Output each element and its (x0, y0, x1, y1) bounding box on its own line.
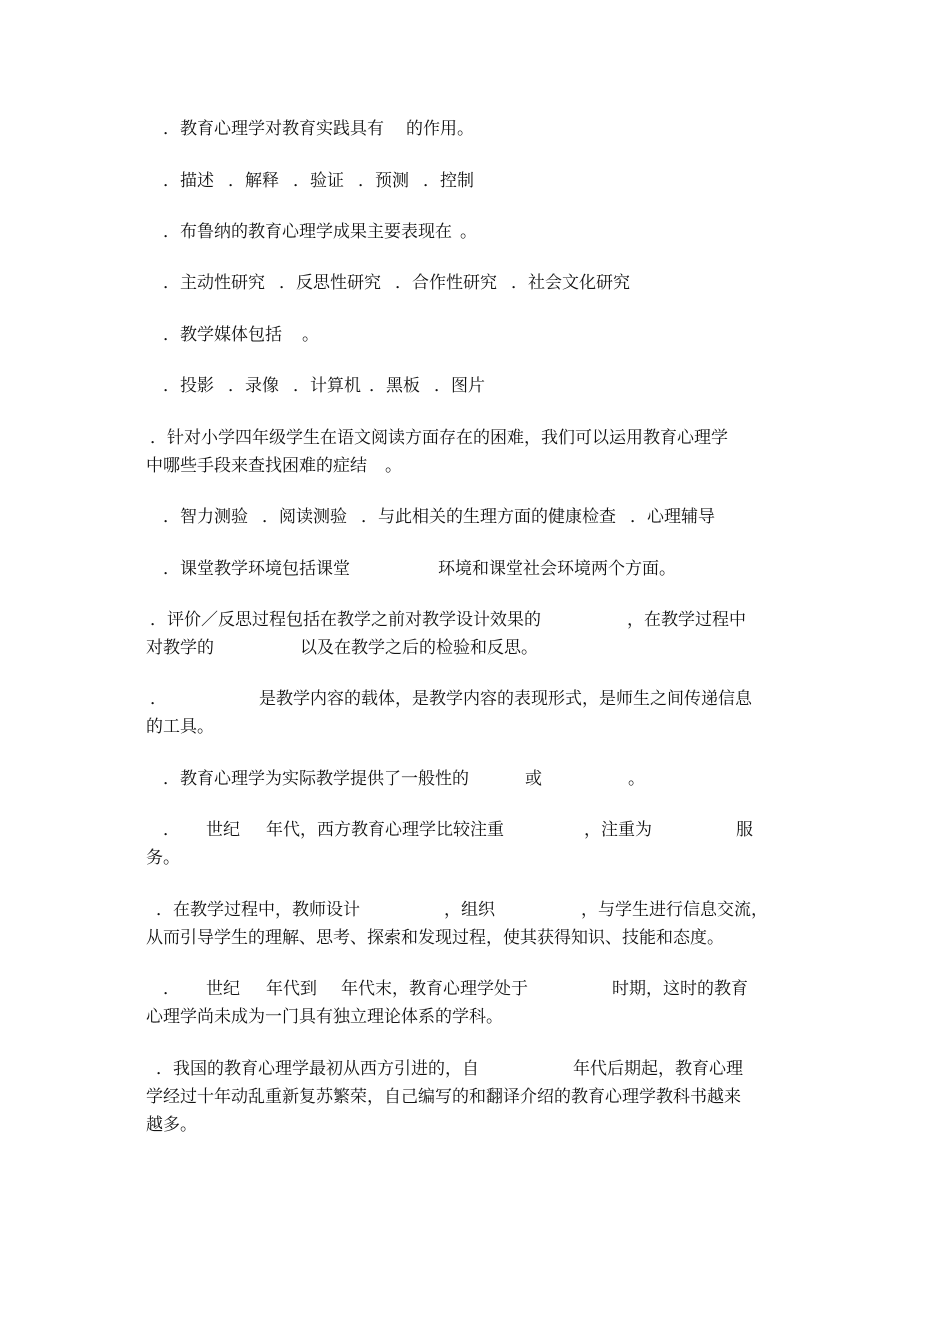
q10-line-2: 从而引导学生的理解、思考、探索和发现过程，使其获得知识、技能和态度。 (146, 928, 724, 948)
question-4-line-1 (146, 425, 806, 451)
q9-line-2: 务。 (146, 848, 180, 868)
q9-line-1-c: 年代，西方教育心理学比较注重 (266, 820, 504, 840)
q3-option-a: ．投影 (163, 376, 214, 396)
question-3-options (146, 373, 806, 399)
question-12-line-1 (146, 1056, 806, 1082)
question-6-line-1 (146, 607, 806, 633)
q2-option-d: ．社会文化研究 (511, 273, 630, 293)
question-1-options (146, 168, 806, 194)
q5-text-b: 环境和课堂社会环境两个方面。 (438, 559, 676, 579)
q12-line-3: 越多。 (146, 1115, 197, 1135)
q10-line-1-c: ，与学生进行信息交流， (581, 900, 768, 920)
q8-text-a: 教育心理学为实际教学提供了一般性的 (180, 769, 469, 789)
question-11-line-1 (146, 976, 806, 1002)
question-5 (146, 556, 806, 582)
q8-text-b: 或 (525, 769, 542, 789)
q7-line-2: 的工具。 (146, 717, 214, 737)
question-4-options (146, 504, 806, 530)
q9-line-1-a: ． (163, 820, 180, 840)
question-6-line-2 (146, 635, 806, 661)
q2-text-a: 布鲁纳的教育心理学成果主要表现在 (180, 222, 452, 242)
q4-option-c: ．与此相关的生理方面的健康检查 (361, 507, 616, 527)
question-2-options (146, 270, 806, 296)
q1-option-c: ．验证 (293, 171, 344, 191)
question-3 (146, 322, 806, 348)
q11-line-2: 心理学尚未成为一门具有独立理论体系的学科。 (146, 1007, 503, 1027)
q1-text-b: 的作用。 (406, 119, 474, 139)
q2-option-b: ．反思性研究 (279, 273, 381, 293)
q4-option-d: ．心理辅导 (630, 507, 715, 527)
q2-option-c: ．合作性研究 (395, 273, 497, 293)
q7-line-1-a: ． (150, 689, 167, 709)
q5-prefix: ． (163, 559, 180, 579)
q3-text-a: 教学媒体包括 (180, 325, 282, 345)
q11-line-1-e: 时期，这时的教育 (612, 979, 748, 999)
q1-prefix: ． (163, 119, 180, 139)
q4-option-b: ．阅读测验 (262, 507, 347, 527)
q1-option-a: ．描述 (163, 171, 214, 191)
question-7-line-2 (146, 714, 806, 740)
question-4-line-2 (146, 453, 806, 479)
question-9-line-2 (146, 845, 806, 871)
q12-line-1-b: 年代后期起，教育心理 (573, 1059, 743, 1079)
question-9-line-1 (146, 817, 806, 843)
q11-line-1-d: 年代末，教育心理学处于 (341, 979, 528, 999)
q3-text-b: 。 (302, 325, 319, 345)
q4-option-a: ．智力测验 (163, 507, 248, 527)
q9-line-1-d: ，注重为 (584, 820, 652, 840)
question-12-line-2 (146, 1084, 806, 1110)
q2-prefix: ． (163, 222, 180, 242)
q3-option-b: ．录像 (228, 376, 279, 396)
q3-option-d: ．黑板 (369, 376, 420, 396)
q9-line-1-b: 世纪 (206, 820, 240, 840)
q10-line-1-b: ，组织 (444, 900, 495, 920)
q10-line-1-a: ．在教学过程中，教师设计 (156, 900, 360, 920)
q8-text-c: 。 (628, 769, 645, 789)
q12-line-2: 学经过十年动乱重新复苏繁荣，自己编写的和翻译介绍的教育心理学教科书越来 (146, 1087, 741, 1107)
q11-line-1-a: ． (163, 979, 180, 999)
q6-line-2-b: 以及在教学之后的检验和反思。 (300, 638, 538, 658)
q2-text-b: 。 (460, 222, 477, 242)
q6-line-2-a: 对教学的 (146, 638, 214, 658)
q3-prefix: ． (163, 325, 180, 345)
q4-line-2-b: 。 (385, 456, 402, 476)
q1-option-b: ．解释 (228, 171, 279, 191)
question-10-line-1 (146, 897, 806, 923)
q3-option-e: ．图片 (434, 376, 485, 396)
q8-prefix: ． (163, 769, 180, 789)
q2-option-a: ．主动性研究 (163, 273, 265, 293)
q12-line-1-a: ．我国的教育心理学最初从西方引进的，自 (156, 1059, 479, 1079)
question-11-line-2 (146, 1004, 806, 1030)
q5-text-a: 课堂教学环境包括课堂 (180, 559, 350, 579)
q11-line-1-c: 年代到 (266, 979, 317, 999)
q3-option-c: ．计算机 (293, 376, 361, 396)
q1-option-e: ．控制 (423, 171, 474, 191)
q7-line-1-b: 是教学内容的载体，是教学内容的表现形式，是师生之间传递信息 (259, 689, 752, 709)
question-7-line-1 (146, 686, 806, 712)
question-1 (146, 116, 806, 142)
q6-line-1-a: ．评价／反思过程包括在教学之前对教学设计效果的 (150, 610, 541, 630)
question-10-line-2 (146, 925, 806, 951)
question-12-line-3 (146, 1112, 806, 1138)
q4-line-1: ．针对小学四年级学生在语文阅读方面存在的困难，我们可以运用教育心理学 (150, 428, 728, 448)
q9-line-1-e: 服 (736, 820, 753, 840)
q1-option-d: ．预测 (358, 171, 409, 191)
q4-line-2-a: 中哪些手段来查找困难的症结 (146, 456, 367, 476)
question-8 (146, 766, 806, 792)
question-2 (146, 219, 806, 245)
q1-text-a: 教育心理学对教育实践具有 (180, 119, 384, 139)
q11-line-1-b: 世纪 (206, 979, 240, 999)
q6-line-1-b: ，在教学过程中 (627, 610, 746, 630)
